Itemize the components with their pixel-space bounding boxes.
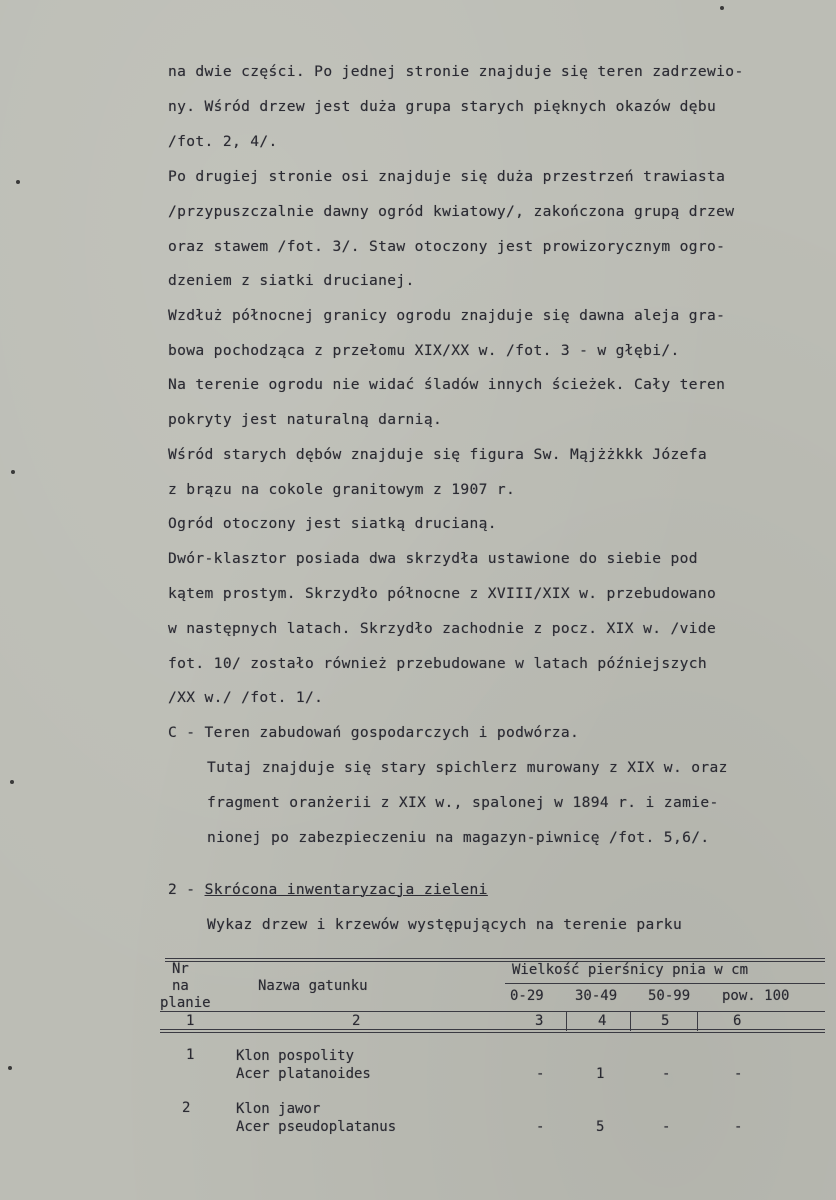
section-title: Skrócona inwentaryzacja zieleni <box>204 881 488 898</box>
row-name-lat: Acer platanoides <box>236 1066 371 1082</box>
row-value: - <box>734 1066 743 1082</box>
text-line: z brązu na cokole granitowym z 1907 r. <box>168 481 516 498</box>
text-line: w następnych latach. Skrzydło zachodnie z pocz. XIX w. /vide <box>168 620 717 637</box>
section-number: 2 - <box>168 881 196 898</box>
text-line: na dwie części. Po jednej stronie znajduje się teren zadrzewio- <box>168 63 744 80</box>
header-range: pow. 100 <box>722 988 790 1004</box>
margin-speck <box>10 780 14 784</box>
text-line: pokryty jest naturalną darnią. <box>168 411 443 428</box>
row-name-pl: Klon jawor <box>236 1101 321 1117</box>
text-line: Wśród starych dębów znajduje się figura Sw. Mąjżżkkk Józefa <box>168 446 708 463</box>
text-line: Ogród otoczony jest siatką drucianą. <box>168 515 497 532</box>
text-line: ny. Wśród drzew jest duża grupa starych pięknych okazów dębu <box>168 98 717 115</box>
text-line: /fot. 2, 4/. <box>168 133 278 150</box>
header-name: Nazwa gatunku <box>258 978 368 994</box>
row-name-lat: Acer pseudoplatanus <box>236 1119 397 1135</box>
table-rule-numbers-bottom <box>160 1032 825 1033</box>
row-value: - <box>734 1119 743 1135</box>
column-divider <box>630 1011 631 1031</box>
text-line: /XX w./ /fot. 1/. <box>168 689 324 706</box>
text-line: oraz stawem /fot. 3/. Staw otoczony jest prowizorycznym ogro- <box>168 238 726 255</box>
column-number: 5 <box>661 1013 670 1029</box>
row-value: - <box>536 1066 545 1082</box>
header-range: 30-49 <box>575 988 618 1004</box>
table-rule-top <box>165 958 825 959</box>
margin-speck <box>8 1066 12 1070</box>
column-number: 4 <box>598 1013 607 1029</box>
column-number: 3 <box>535 1013 544 1029</box>
header-nr: Nr <box>172 961 189 977</box>
row-value: - <box>662 1066 671 1082</box>
row-nr: 1 <box>186 1047 195 1063</box>
margin-speck <box>720 6 724 10</box>
margin-speck <box>16 180 20 184</box>
row-value: - <box>536 1119 545 1135</box>
margin-speck <box>11 470 15 474</box>
header-size-group: Wielkość pierśnicy pnia w cm <box>512 962 749 978</box>
header-range: 50-99 <box>648 988 691 1004</box>
row-value: 5 <box>596 1119 605 1135</box>
row-value: - <box>662 1119 671 1135</box>
text-line: Na terenie ogrodu nie widać śladów innych ścieżek. Cały teren <box>168 376 726 393</box>
text-line: kątem prostym. Skrzydło północne z XVIII/XIX w. przebudowano <box>168 585 717 602</box>
table-rule-size-group <box>505 983 825 984</box>
column-divider <box>697 1011 698 1031</box>
section-heading <box>168 880 488 900</box>
text-line-indented: nionej po zabezpieczeniu na magazyn-piwnicę /fot. 5,6/. <box>207 829 710 846</box>
text-line-indented: fragment oranżerii z XIX w., spalonej w 1894 r. i zamie- <box>207 794 719 811</box>
header-nr: planie <box>160 995 211 1011</box>
text-line: Dwór-klasztor posiada dwa skrzydła ustawione do siebie pod <box>168 550 698 567</box>
row-value: 1 <box>596 1066 605 1082</box>
text-line: C - Teren zabudowań gospodarczych i podwórza. <box>168 724 580 741</box>
table-rule-header-bottom <box>160 1011 825 1012</box>
column-divider <box>566 1011 567 1031</box>
table-rule-numbers-bottom <box>160 1029 825 1030</box>
column-number: 2 <box>352 1013 361 1029</box>
section-subtitle: Wykaz drzew i krzewów występujących na terenie parku <box>207 916 683 933</box>
column-number: 1 <box>186 1013 195 1029</box>
text-line-indented: Tutaj znajduje się stary spichlerz murowany z XIX w. oraz <box>207 759 728 776</box>
text-line: dzeniem z siatki drucianej. <box>168 272 415 289</box>
text-line: Wzdłuż północnej granicy ogrodu znajduje się dawna aleja gra- <box>168 307 726 324</box>
header-nr: na <box>172 978 189 994</box>
column-number: 6 <box>733 1013 742 1029</box>
text-line: /przypuszczalnie dawny ogród kwiatowy/, zakończona grupą drzew <box>168 203 735 220</box>
row-name-pl: Klon pospolity <box>236 1048 355 1064</box>
text-line: bowa pochodząca z przełomu XIX/XX w. /fot. 3 - w głębi/. <box>168 342 680 359</box>
row-nr: 2 <box>182 1100 191 1116</box>
text-line: fot. 10/ zostało również przebudowane w latach późniejszych <box>168 655 708 672</box>
text-line: Po drugiej stronie osi znajduje się duża przestrzeń trawiasta <box>168 168 726 185</box>
header-range: 0-29 <box>510 988 544 1004</box>
